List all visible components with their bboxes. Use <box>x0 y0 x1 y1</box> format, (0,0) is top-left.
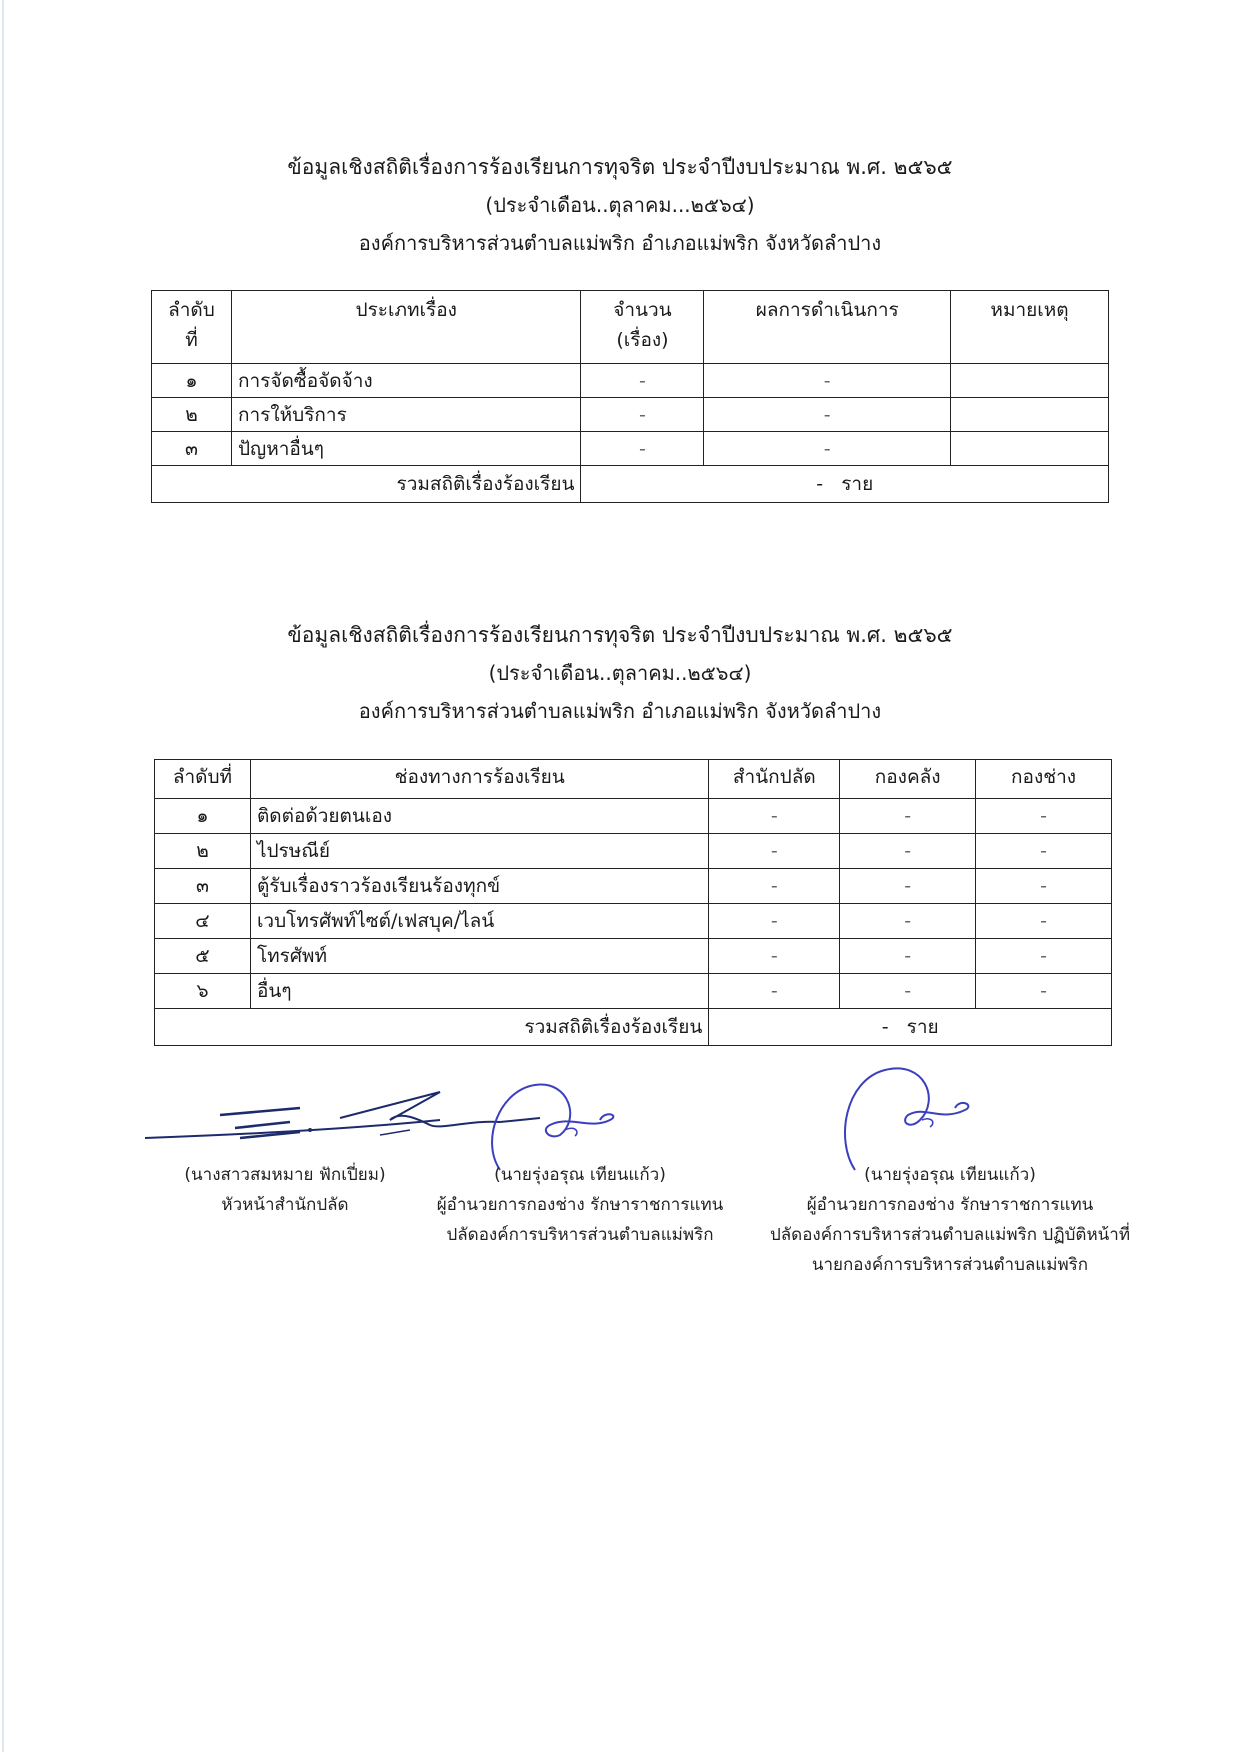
section-1-period: (ประจำเดือน..ตุลาคม...๒๕๖๔) <box>485 193 755 217</box>
signer-1-name: (นางสาวสมหมาย ฟักเปี่ยม) <box>184 1165 386 1185</box>
row-number: ๒ <box>155 834 251 869</box>
header-engineering: กองช่าง <box>976 760 1112 799</box>
row-engineering: - <box>976 974 1112 1009</box>
header-count: จำนวน (เรื่อง) <box>581 291 704 364</box>
row-finance: - <box>840 904 976 939</box>
row-office: - <box>709 799 840 834</box>
row-number: ๑ <box>152 364 232 398</box>
row-finance: - <box>840 799 976 834</box>
row-note <box>951 398 1109 432</box>
signer-3-position-1: ผู้อำนวยการกองช่าง รักษาราชการแทน <box>806 1195 1094 1215</box>
section-2-organization: องค์การบริหารส่วนตำบลแม่พริก อำเภอแม่พริก จังหวัดลำปาง <box>358 699 882 723</box>
row-result: - <box>704 432 951 466</box>
row-count: - <box>581 432 704 466</box>
row-finance: - <box>840 869 976 904</box>
row-count: - <box>581 398 704 432</box>
signature-block-3 <box>760 1160 1140 1280</box>
header-order: ลำดับ ที่ <box>152 291 232 364</box>
row-office: - <box>709 939 840 974</box>
total-value: - ราย <box>709 1009 1112 1046</box>
table-row <box>155 799 1112 834</box>
row-channel: อื่นๆ <box>250 974 708 1009</box>
row-channel: เวบโทรศัพท์ไซต์/เฟสบุค/ไลน์ <box>250 904 708 939</box>
table-header-row <box>155 760 1112 799</box>
table-total-row <box>152 466 1109 503</box>
row-number: ๓ <box>152 432 232 466</box>
row-channel: ไปรษณีย์ <box>250 834 708 869</box>
signer-2-position-1: ผู้อำนวยการกองช่าง รักษาราชการแทน <box>436 1195 724 1215</box>
section-2-heading <box>0 620 1240 726</box>
row-engineering: - <box>976 869 1112 904</box>
header-note: หมายเหตุ <box>951 291 1109 364</box>
row-engineering: - <box>976 939 1112 974</box>
signer-3-position-3: นายกองค์การบริหารส่วนตำบลแม่พริก <box>811 1255 1089 1275</box>
row-number: ๓ <box>155 869 251 904</box>
signature-block-2 <box>425 1160 735 1250</box>
table-row <box>155 939 1112 974</box>
header-channel: ช่องทางการร้องเรียน <box>250 760 708 799</box>
row-engineering: - <box>976 904 1112 939</box>
table-row <box>155 974 1112 1009</box>
signer-2-position-2: ปลัดองค์การบริหารส่วนตำบลแม่พริก <box>446 1225 714 1245</box>
signer-2-name: (นายรุ่งอรุณ เทียนแก้ว) <box>494 1165 666 1185</box>
table-header-row <box>152 291 1109 364</box>
total-value: - ราย <box>581 466 1109 503</box>
table-row <box>155 904 1112 939</box>
row-engineering: - <box>976 799 1112 834</box>
row-channel: ตู้รับเรื่องราวร้องเรียนร้องทุกข์ <box>250 869 708 904</box>
row-number: ๒ <box>152 398 232 432</box>
total-label: รวมสถิติเรื่องร้องเรียน <box>155 1009 709 1046</box>
header-finance: กองคลัง <box>840 760 976 799</box>
signature-block-1 <box>140 1160 430 1220</box>
row-number: ๑ <box>155 799 251 834</box>
section-2-title: ข้อมูลเชิงสถิติเรื่องการร้องเรียนการทุจริต ประจำปีงบประมาณ พ.ศ. ๒๕๖๕ <box>287 623 953 647</box>
row-type: ปัญหาอื่นๆ <box>231 432 581 466</box>
row-type: การจัดซื้อจัดจ้าง <box>231 364 581 398</box>
row-count: - <box>581 364 704 398</box>
row-note <box>951 432 1109 466</box>
row-result: - <box>704 364 951 398</box>
row-office: - <box>709 869 840 904</box>
row-type: การให้บริการ <box>231 398 581 432</box>
section-1-title: ข้อมูลเชิงสถิติเรื่องการร้องเรียนการทุจริต ประจำปีงบประมาณ พ.ศ. ๒๕๖๕ <box>287 155 953 179</box>
row-finance: - <box>840 974 976 1009</box>
table-row <box>155 869 1112 904</box>
table-total-row <box>155 1009 1112 1046</box>
total-label: รวมสถิติเรื่องร้องเรียน <box>152 466 581 503</box>
signer-1-position: หัวหน้าสำนักปลัด <box>221 1195 349 1215</box>
table-row <box>155 834 1112 869</box>
table-row <box>152 364 1109 398</box>
row-office: - <box>709 834 840 869</box>
row-number: ๔ <box>155 904 251 939</box>
section-2-period: (ประจำเดือน..ตุลาคม..๒๕๖๔) <box>488 661 752 685</box>
row-note <box>951 364 1109 398</box>
row-number: ๖ <box>155 974 251 1009</box>
section-1-heading <box>0 152 1240 258</box>
row-engineering: - <box>976 834 1112 869</box>
row-finance: - <box>840 939 976 974</box>
complaint-type-table <box>151 290 1109 503</box>
header-result: ผลการดำเนินการ <box>704 291 951 364</box>
header-type: ประเภทเรื่อง <box>231 291 581 364</box>
row-result: - <box>704 398 951 432</box>
row-channel: ติดต่อด้วยตนเอง <box>250 799 708 834</box>
table-row <box>152 432 1109 466</box>
header-order: ลำดับที่ <box>155 760 251 799</box>
signer-3-position-2: ปลัดองค์การบริหารส่วนตำบลแม่พริก ปฏิบัติหน้าที่ <box>769 1225 1131 1245</box>
row-office: - <box>709 974 840 1009</box>
section-1-organization: องค์การบริหารส่วนตำบลแม่พริก อำเภอแม่พริก จังหวัดลำปาง <box>358 231 882 255</box>
scan-edge <box>2 0 4 1752</box>
complaint-channel-table <box>154 759 1112 1046</box>
row-number: ๕ <box>155 939 251 974</box>
signer-3-name: (นายรุ่งอรุณ เทียนแก้ว) <box>864 1165 1036 1185</box>
row-finance: - <box>840 834 976 869</box>
table-row <box>152 398 1109 432</box>
row-channel: โทรศัพท์ <box>250 939 708 974</box>
row-office: - <box>709 904 840 939</box>
header-office: สำนักปลัด <box>709 760 840 799</box>
